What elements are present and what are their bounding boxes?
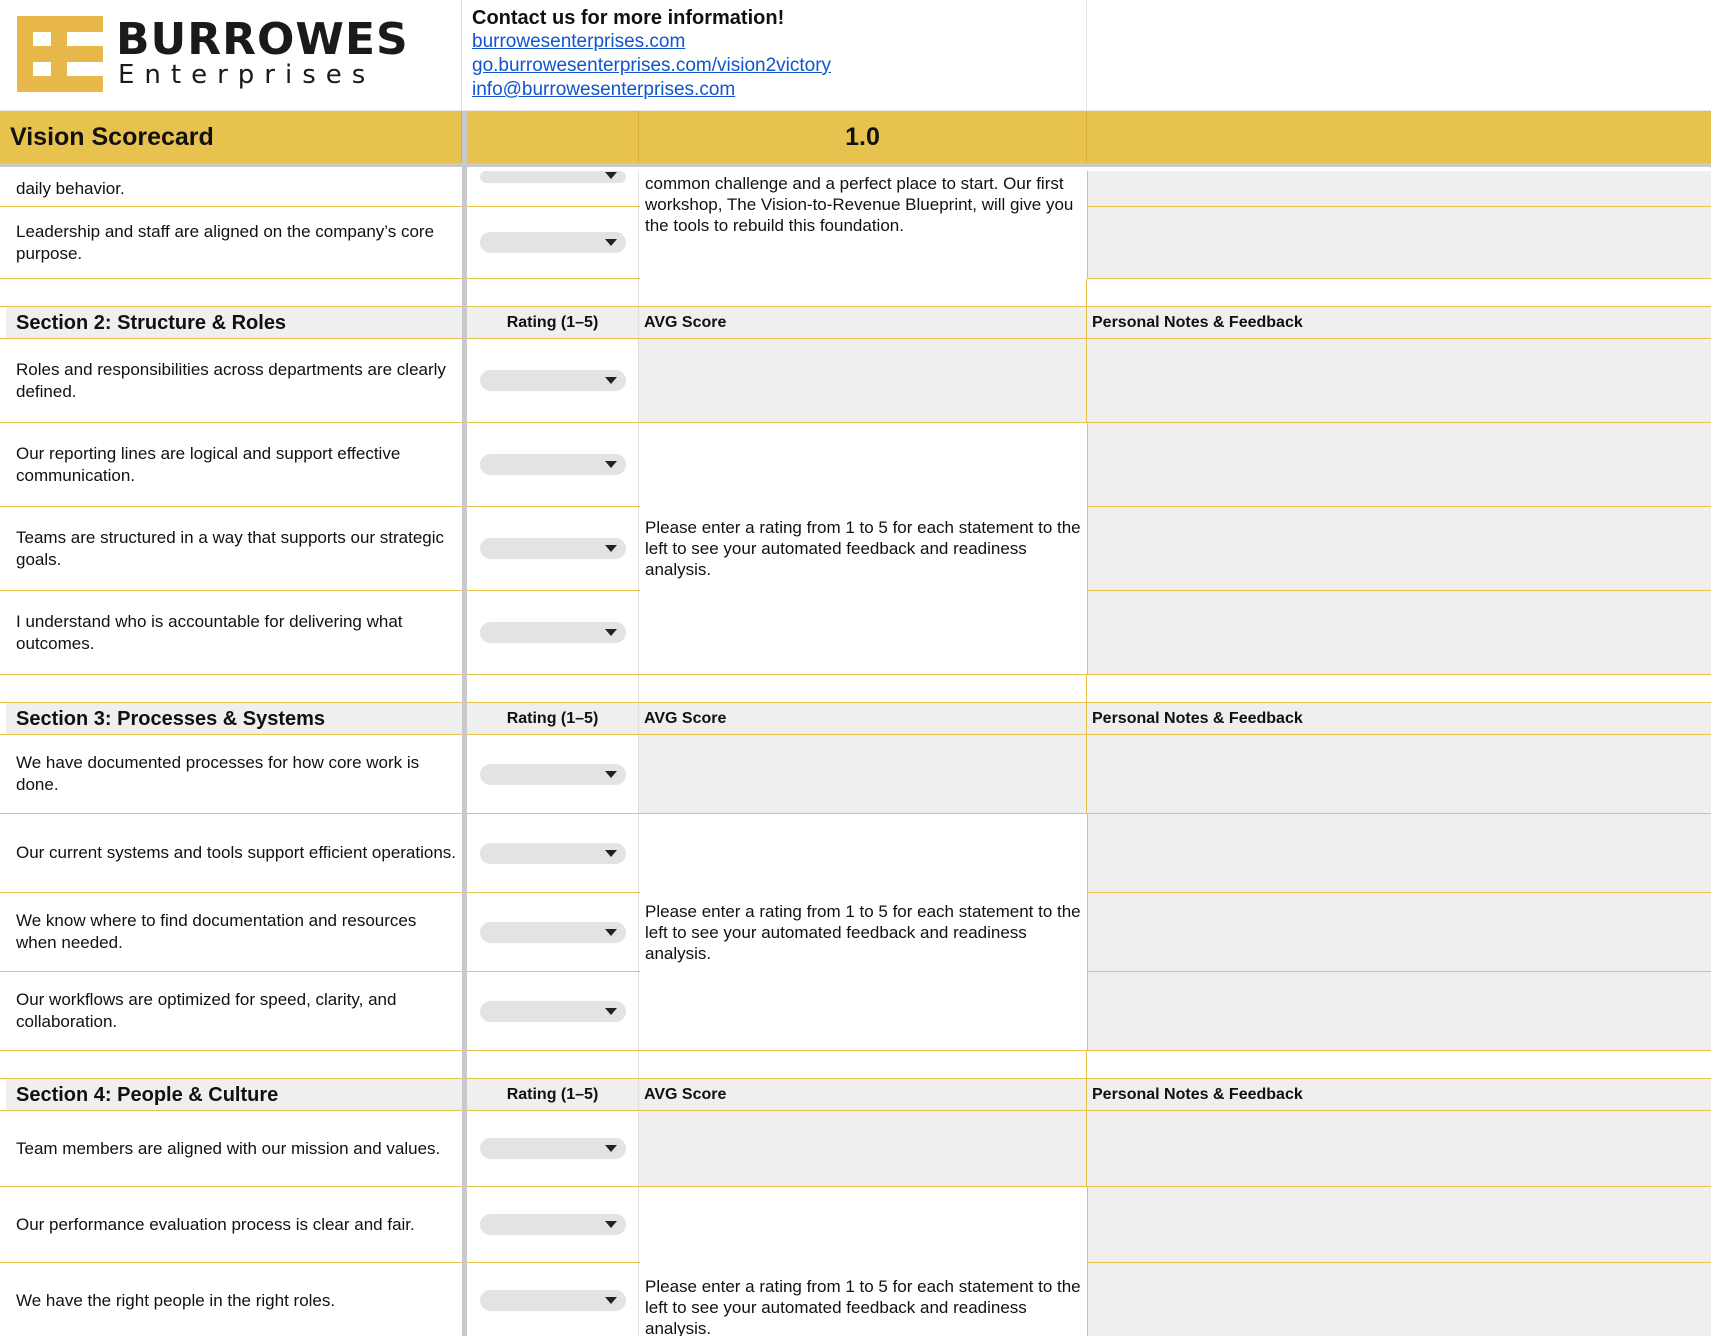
rating-cell[interactable] (467, 591, 639, 674)
rating-dropdown[interactable] (480, 370, 626, 391)
chevron-down-icon (605, 239, 617, 246)
spacer-row (0, 675, 1711, 703)
contact-title: Contact us for more information! (472, 7, 785, 29)
section2-body (0, 339, 1711, 675)
statement-cell[interactable]: Our current systems and tools support efficient operations. (0, 814, 467, 892)
spacer-row (0, 279, 1711, 307)
notes-cell[interactable] (1087, 814, 1711, 892)
rating-dropdown[interactable] (480, 1214, 626, 1235)
rating-header[interactable]: Rating (1–5) (467, 703, 639, 734)
logo (0, 0, 462, 111)
email-link[interactable]: info@burrowesenterprises.com (472, 79, 736, 100)
statement-cell[interactable]: We have documented processes for how core work is done. (0, 735, 467, 813)
sheet-title[interactable]: Vision Scorecard (0, 111, 462, 163)
section4-body (0, 1111, 1711, 1336)
chevron-down-icon (605, 1221, 617, 1228)
rating-dropdown[interactable] (480, 1290, 626, 1311)
statement-cell[interactable]: Team members are aligned with our mission and values. (0, 1111, 467, 1186)
rating-cell[interactable] (467, 507, 639, 590)
contact-cell (462, 0, 1087, 111)
statement-cell[interactable]: We have the right people in the right roles. (0, 1263, 467, 1336)
notes-cell[interactable] (1087, 893, 1711, 971)
section-header-row (0, 1079, 1711, 1111)
chevron-down-icon (605, 1008, 617, 1015)
statement-cell[interactable]: I understand who is accountable for delivering what outcomes. (0, 591, 467, 674)
chevron-down-icon (605, 172, 617, 179)
spacer-row (0, 1051, 1711, 1079)
title-empty-cell[interactable] (462, 111, 639, 163)
scorecard-grid (0, 171, 1711, 1336)
avg-score-header[interactable]: AVG Score (639, 1079, 1087, 1110)
rating-cell[interactable] (467, 972, 639, 1050)
title-bar (0, 111, 1711, 167)
notes-cell[interactable] (1087, 507, 1711, 590)
avg-score-cell[interactable] (639, 1111, 1087, 1186)
avg-score-header[interactable]: AVG Score (639, 307, 1087, 338)
chevron-down-icon (605, 771, 617, 778)
vision-link[interactable]: go.burrowesenterprises.com/vision2victory (472, 55, 832, 76)
notes-header[interactable]: Personal Notes & Feedback (1087, 1079, 1711, 1110)
rating-cell[interactable] (467, 207, 639, 278)
avg-score-cell[interactable] (639, 735, 1087, 813)
section3-body (0, 735, 1711, 1051)
rating-cell[interactable] (467, 893, 639, 971)
logo-subtext: Enterprises (118, 60, 376, 90)
frozen-column-divider[interactable] (462, 111, 467, 1336)
chevron-down-icon (605, 545, 617, 552)
notes-cell[interactable] (1087, 1187, 1711, 1262)
rating-cell[interactable] (467, 171, 639, 206)
section1-feedback[interactable]: common challenge and a perfect place to start. Our first workshop, The Vision-to-Revenue Blueprint, will give you the tools to rebuild this foundation. (640, 171, 1088, 279)
website-link[interactable]: burrowesenterprises.com (472, 31, 686, 52)
title-rest-cell[interactable] (1087, 111, 1711, 163)
table-row (0, 339, 1711, 423)
rating-dropdown[interactable] (480, 764, 626, 785)
rating-dropdown[interactable] (480, 171, 626, 183)
rating-header[interactable]: Rating (1–5) (467, 307, 639, 338)
notes-header[interactable]: Personal Notes & Feedback (1087, 307, 1711, 338)
rating-dropdown[interactable] (480, 232, 626, 253)
statement-cell[interactable]: Our performance evaluation process is clear and fair. (0, 1187, 467, 1262)
notes-header[interactable]: Personal Notes & Feedback (1087, 703, 1711, 734)
chevron-down-icon (605, 850, 617, 857)
rating-dropdown[interactable] (480, 454, 626, 475)
chevron-down-icon (605, 377, 617, 384)
table-row (0, 735, 1711, 814)
version-cell[interactable]: 1.0 (639, 111, 1087, 163)
rating-cell[interactable] (467, 735, 639, 813)
notes-cell[interactable] (1087, 339, 1711, 422)
avg-score-header[interactable]: AVG Score (639, 703, 1087, 734)
notes-cell[interactable] (1087, 591, 1711, 674)
rating-cell[interactable] (467, 1111, 639, 1186)
notes-cell[interactable] (1087, 1263, 1711, 1336)
rating-dropdown[interactable] (480, 1001, 626, 1022)
rating-cell[interactable] (467, 814, 639, 892)
section3-feedback[interactable]: Please enter a rating from 1 to 5 for each statement to the left to see your automated feedback and readiness analysis. (640, 814, 1088, 1050)
section-title[interactable]: Section 3: Processes & Systems (0, 703, 467, 734)
chevron-down-icon (605, 629, 617, 636)
notes-cell[interactable] (1087, 1111, 1711, 1186)
chevron-down-icon (605, 929, 617, 936)
statement-cell[interactable]: Roles and responsibilities across departments are clearly defined. (0, 339, 467, 422)
rating-dropdown[interactable] (480, 922, 626, 943)
logo-mark-icon (17, 16, 103, 92)
rating-dropdown[interactable] (480, 538, 626, 559)
rating-cell[interactable] (467, 423, 639, 506)
section-title[interactable]: Section 2: Structure & Roles (0, 307, 467, 338)
section1-tail (0, 171, 1711, 279)
statement-cell[interactable]: Leadership and staff are aligned on the company’s core purpose. (0, 207, 467, 278)
chevron-down-icon (605, 461, 617, 468)
section2-feedback[interactable]: Please enter a rating from 1 to 5 for each statement to the left to see your automated feedback and readiness analysis. (640, 423, 1088, 674)
rating-dropdown[interactable] (480, 1138, 626, 1159)
avg-score-cell[interactable] (639, 339, 1087, 422)
chevron-down-icon (605, 1297, 617, 1304)
statement-cell[interactable]: daily behavior. (0, 171, 467, 206)
notes-cell[interactable] (1087, 735, 1711, 813)
statement-cell[interactable]: Teams are structured in a way that supports our strategic goals. (0, 507, 467, 590)
statement-cell[interactable]: Our reporting lines are logical and support effective communication. (0, 423, 467, 506)
rating-dropdown[interactable] (480, 622, 626, 643)
rating-header[interactable]: Rating (1–5) (467, 1079, 639, 1110)
rating-cell[interactable] (467, 1187, 639, 1262)
logo-text: BURROWES (116, 14, 409, 65)
statement-cell[interactable]: We know where to find documentation and resources when needed. (0, 893, 467, 971)
notes-cell[interactable] (1087, 972, 1711, 1050)
table-row (0, 1111, 1711, 1187)
notes-cell[interactable] (1087, 171, 1711, 206)
section4-feedback[interactable]: Please enter a rating from 1 to 5 for each statement to the left to see your automated feedback and readiness analysis. (640, 1187, 1088, 1336)
header-empty-cell[interactable] (1087, 0, 1711, 110)
statement-cell[interactable]: Our workflows are optimized for speed, clarity, and collaboration. (0, 972, 467, 1050)
sheet-header (0, 0, 1711, 111)
section-title[interactable]: Section 4: People & Culture (0, 1079, 467, 1110)
section-header-row (0, 307, 1711, 339)
chevron-down-icon (605, 1145, 617, 1152)
notes-cell[interactable] (1087, 207, 1711, 278)
section-header-row (0, 703, 1711, 735)
rating-cell[interactable] (467, 339, 639, 422)
rating-cell[interactable] (467, 1263, 639, 1336)
notes-cell[interactable] (1087, 423, 1711, 506)
rating-dropdown[interactable] (480, 843, 626, 864)
